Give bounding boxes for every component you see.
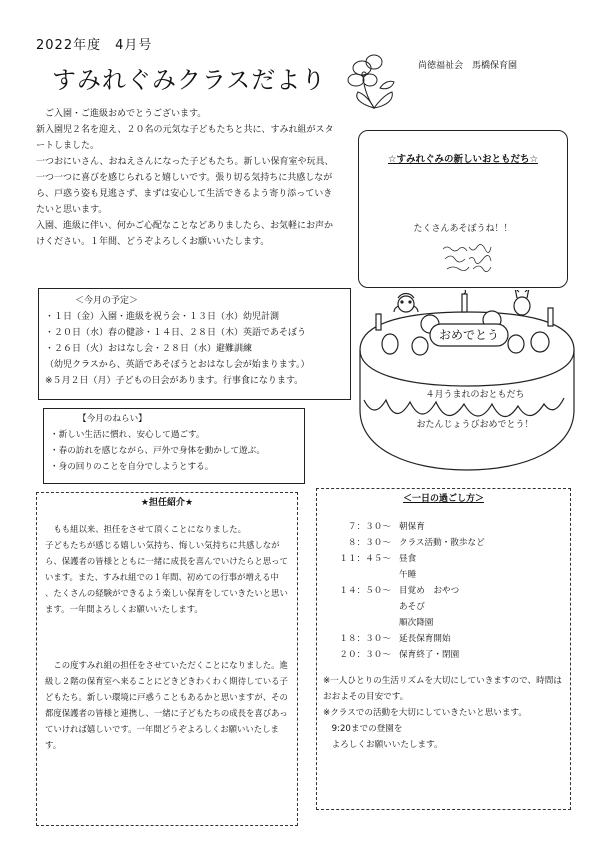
birthday-line1: ４月うまれのおともだち (425, 390, 525, 400)
aims-item: ・春の訪れを感じながら、戸外で身体を動かして遊ぶ。 (50, 446, 266, 456)
issue-label: 2022年度 4月号 (36, 38, 153, 53)
intro-line: 入園、進級に伴い、何かご心配なことなどありましたら、お気軽にお声かけください。１年間、どうぞよろしくお願いいたします。 (36, 221, 334, 247)
routine-row (323, 551, 564, 567)
new-friends-message: たくさんあそぼうね！！ (413, 224, 513, 234)
routine-time: ７：３０～ (348, 522, 391, 532)
routine-row (323, 599, 564, 615)
routine-time: １１：４５～ (339, 554, 391, 564)
schedule-item: ・２６日（火）おはなし会・２８日（水）避難訓練 (45, 344, 253, 354)
routine-row (323, 535, 564, 551)
schedule-heading: ＜今月の予定＞ (75, 296, 139, 306)
schedule-item: ・１日（金）入園・進級を祝う会・１３日（水）幼児計測 (45, 312, 280, 322)
page-title: すみれぐみクラスだより (52, 66, 327, 94)
staff-text: この度すみれ組の担任をさせていただくことになりました。進級し２階の保育室へ来ることにどきどきわくわく期待している子どもたち。新しい環境に戸惑うこともあるかと思いますが、その都度保護者の皆様と連携し、一緒に子どもたちの成長を喜びあっていければ嬉しいです。一年間どうぞよろしくお願いいたします。 (45, 660, 288, 750)
intro-line: 新入園児２名を迎え、２０名の元気な子どもたちと共に、すみれ組がスタートしました。 (36, 125, 334, 151)
birthday-message (380, 380, 570, 440)
routine-activity: あそび (399, 602, 425, 612)
teacher-introduction-box (36, 492, 298, 826)
routine-row (323, 583, 564, 599)
routine-row (323, 519, 564, 535)
routine-activity: 昼食 (399, 554, 417, 564)
routine-note: よろしくお願いいたします。 (323, 740, 443, 750)
organization-name: 尚徳福祉会 馬橋保育園 (418, 61, 518, 71)
routine-activity: 朝保育 (399, 522, 425, 532)
new-friends-box (358, 130, 568, 288)
routine-time: １８：３０～ (339, 634, 391, 644)
violet-illustration (340, 48, 412, 112)
routine-activity: 目覚め おやつ (399, 586, 460, 596)
daily-routine-box (316, 488, 571, 810)
day-heading: ＜一日の過ごし方＞ (402, 494, 484, 504)
routine-activity: 順次降園 (399, 618, 434, 628)
routine-time: ８：３０～ (348, 538, 391, 548)
routine-row (323, 567, 564, 583)
routine-notes (323, 673, 564, 753)
routine-note: 9:20までの登園を (323, 724, 403, 734)
monthly-schedule-box (38, 288, 351, 400)
cake-text: おめでとう (438, 328, 500, 342)
monthly-aims-box (43, 408, 305, 484)
staff-text: 、たくさんの経験ができるよう楽しい保育をしていきたいと思います。一年間よろしくお願いいたします。 (45, 588, 288, 614)
aims-item: ・新しい生活に慣れ、安心して過ごす。 (50, 430, 205, 440)
routine-activity: 延長保育開始 (399, 634, 451, 644)
routine-time (323, 615, 399, 631)
scribble-signatures (439, 243, 495, 273)
routine-row (323, 615, 564, 631)
routine-row (323, 631, 564, 647)
routine-activity: 午睡 (399, 570, 417, 580)
schedule-item: （幼児クラスから、英語であそぼうとおはなし会が始まります。） (45, 360, 310, 370)
schedule-item: ※５月２日（月）子どもの日会があります。行事食になります。 (45, 376, 304, 386)
routine-time: ２０：３０～ (339, 650, 391, 660)
routine-time: １４：５０～ (339, 586, 391, 596)
routine-activity: 保育終了・閉園 (399, 650, 460, 660)
staff-text: 子どもたちが感じる嬉しい気持ち、悔しい気持ちに共感しながら、保護者の皆様とともに一緒に成長を喜んでいけたらと思っています。また、すみれ組での１年間、初めての行事が増える中 (45, 540, 288, 582)
intro-line: 一つおにいさん、おねえさんになった子どもたち。新しい保育室や玩具、一つ一つに喜びを感じられると嬉しいです。張り切る気持ちに共感しながら、戸惑う姿も見逃さず、まずは安心して生活できるよう寄り添っていきたいと思います。 (36, 157, 334, 215)
routine-note: ※クラスでの活動を大切にしていきたいと思います。 (323, 708, 527, 718)
schedule-item: ・２０日（水）春の健診・１４日、２８日（木）英語であそぼう (45, 328, 307, 338)
birthday-line2: おたんじょうびおめでとう！ (416, 420, 534, 430)
intro-line: ご入園・ご進級おめでとうございます。 (36, 109, 207, 119)
new-friends-heading: ☆すみれぐみの新しいおともだち☆ (387, 154, 539, 165)
routine-time (323, 599, 399, 615)
routine-row (323, 647, 564, 663)
aims-item: ・身の回りのことを自分でしようとする。 (50, 462, 214, 472)
intro-text (36, 106, 336, 250)
staff-text: もも組以来、担任をさせて頂くことになりました。 (45, 524, 246, 534)
routine-note: ※一人ひとりの生活リズムを大切にしていきますので、時間はおおよその目安です。 (323, 676, 562, 702)
aims-heading: 【今月のねらい】 (78, 414, 147, 424)
routine-time (323, 567, 399, 583)
staff-heading: ★担任紹介★ (140, 498, 194, 508)
routine-activity: クラス活動・散歩など (399, 538, 485, 548)
